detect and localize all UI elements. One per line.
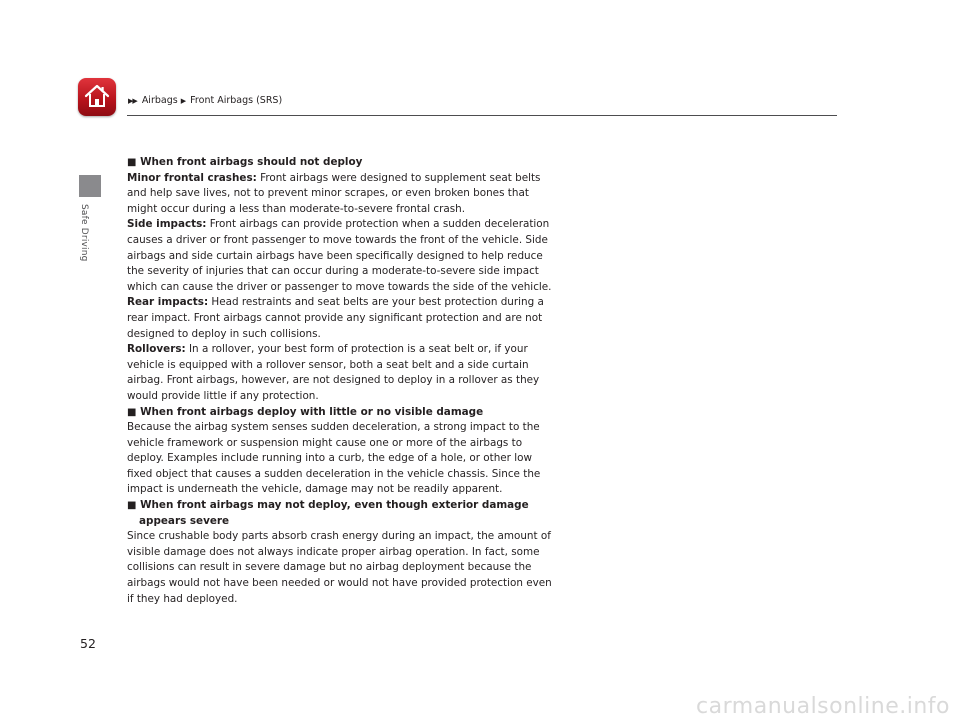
paragraph: Rollovers: In a rollover, your best form of protection is a seat belt or, if your vehicle is equipped with a rollover sensor, both a seat belt and a side curtain airbag. Front airbags, however, are not designed to deploy in a rollover as they would provide little if any protection. [127,343,540,402]
section-label: Safe Driving [79,204,89,262]
heading-marker-icon: ■ [127,157,137,168]
main-content [127,155,559,607]
home-button[interactable] [78,78,116,116]
section-heading-continued: appears severe [139,514,230,527]
home-icon [83,82,111,110]
breadcrumb-item-airbags[interactable]: Airbags [141,95,178,106]
breadcrumb-separator: ▶ [180,97,186,105]
paragraph: Side impacts: Front airbags can provide protection when a sudden deceleration causes a driver or front passenger to move towards the front of the vehicle. Side airbags and side curtain airbags have been specifically designed to help reduce the severity of injuries that can occur during a moderate-to-severe side impact which can cause the driver or passenger to move towards the side of the vehicle. [127,218,552,293]
watermark: carmanualsonline.info [696,694,950,719]
paragraph: Rear impacts: Head restraints and seat belts are your best protection during a rear impact. Front airbags cannot provide any significant protection and are not designed to deploy in such collisions. [127,296,544,340]
paragraph: Minor frontal crashes: Front airbags were designed to supplement seat belts and help save lives, not to prevent minor scrapes, or even broken bones that might occur during a less than moderate-to-severe frontal crash. [127,171,541,215]
section-heading: ■ When front airbags may not deploy, even though exterior damage [127,499,529,512]
section-tab [79,175,101,197]
section-heading: ■ When front airbags deploy with little or no visible damage [127,405,484,418]
section-heading: ■ When front airbags should not deploy [127,156,363,168]
page-number: 52 [80,636,96,651]
breadcrumb-arrows: ▶▶ [128,97,137,105]
paragraph: Because the airbag system senses sudden deceleration, a strong impact to the vehicle framework or suspension might cause one or more of the airbags to deploy. Examples include running into a curb, the edge of a hole, or other low fixed object that causes a sudden deceleration in the vehicle chassis. Since the impact is underneath the vehicle, damage may not be readily apparent. [127,421,541,496]
heading-marker-icon: ■ [127,406,137,418]
header-divider [127,115,837,116]
heading-marker-icon: ■ [127,500,137,512]
paragraph: Since crushable body parts absorb crash energy during an impact, the amount of visible damage does not always indicate proper airbag operation. In fact, some collisions can result in severe damage but no airbag deployment because the airbags would not have been needed or would not have provided protection even if they had deployed. [127,530,552,605]
breadcrumb-item-front-airbags: Front Airbags (SRS) [190,95,283,106]
breadcrumb [128,95,282,106]
